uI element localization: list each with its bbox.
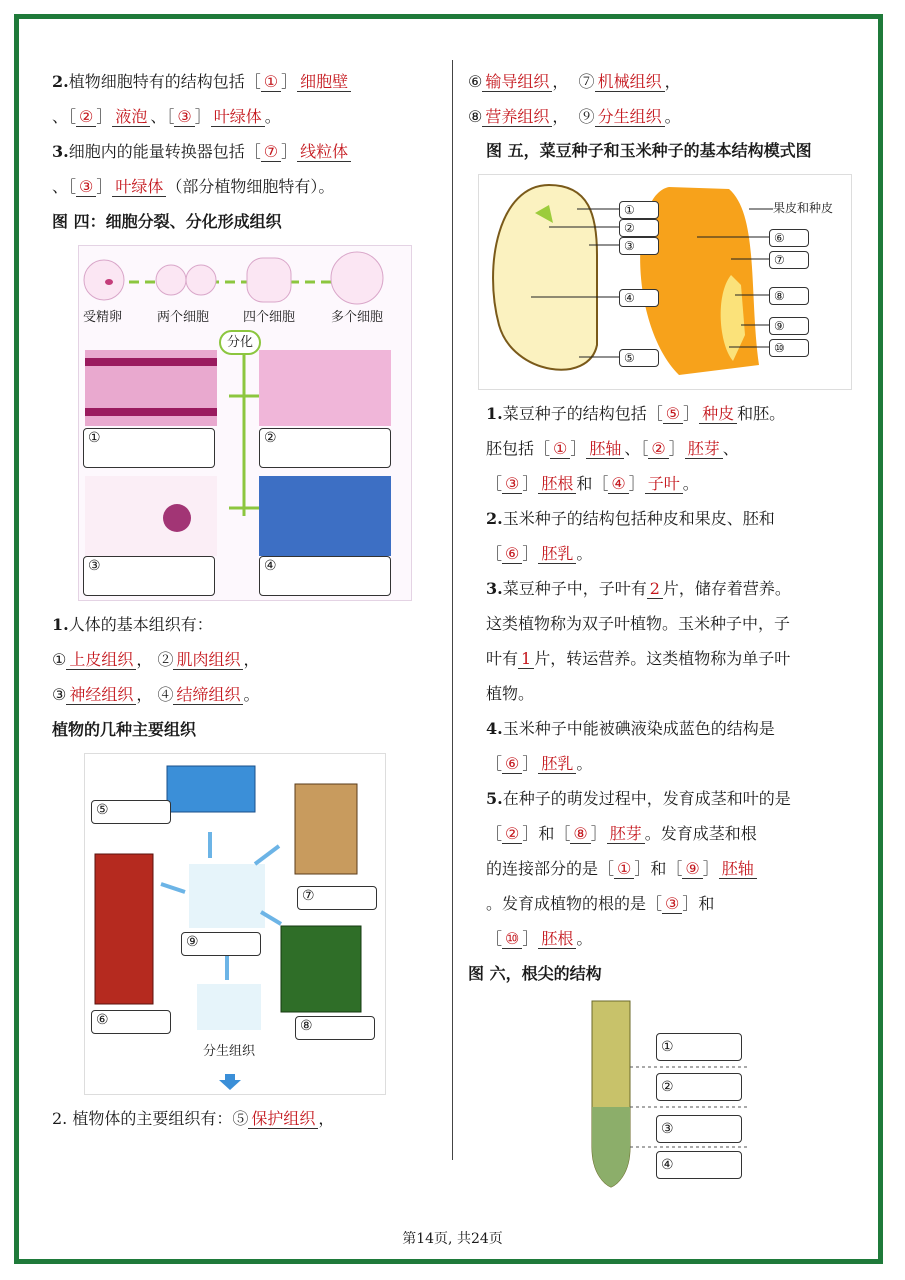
answer-blank: ⑨ (682, 859, 702, 879)
answer-blank: ③ (502, 474, 522, 494)
figure4-title: 图 四：细胞分裂、分化形成组织 (52, 212, 282, 231)
answer-blank: 上皮组织 (66, 650, 136, 670)
figure5-title: 图 五，菜豆种子和玉米种子的基本结构模式图 (486, 141, 812, 160)
q-number: 4. (486, 719, 503, 738)
seed-label-9: ⑨ (769, 317, 809, 335)
root-label-2: ② (656, 1073, 742, 1101)
answer-blank: 胚根 (538, 474, 576, 494)
answer-blank: 保护组织 (248, 1109, 318, 1129)
item-number: ② (157, 650, 174, 669)
label-zygote: 受精卵 (83, 310, 123, 325)
label-four-cells: 四个细胞 (243, 310, 296, 325)
left-q2b-line: 2. 植物体的主要组织有：⑤ 保护组织 ， (52, 1109, 335, 1128)
q-text: 玉米种子中能被碘液染成蓝色的结构是 (502, 719, 775, 738)
left-q3-line1: 3.细胞内的能量转换器包括［ ⑦ ］ 线粒体 (52, 134, 437, 169)
answer-blank: ⑤ (663, 404, 683, 424)
answer-box-5: ⑤ (91, 800, 171, 824)
answer-blank: ③ (76, 177, 96, 197)
figure6 (572, 997, 748, 1189)
right-q4-line1 (468, 711, 860, 746)
q-text: 玉米种子的结构包括种皮和果皮、胚和 (502, 509, 775, 528)
item-number: ⑧ (468, 107, 483, 126)
answer-blank: 结缔组织 (173, 685, 243, 705)
answer-blank: 神经组织 (66, 685, 136, 705)
right-q1-line3: ［ ③ ］ 胚根 和［ ④ ］ 子叶 。 (486, 474, 699, 493)
seed-label-2: ② (619, 219, 659, 237)
answer-blank: 肌肉组织 (173, 650, 243, 670)
right-q1-line2: 胚包括［ ① ］ 胚轴 、［ ② ］ 胚芽 、 (486, 439, 739, 458)
answer-blank: 营养组织 (482, 107, 552, 127)
item-number: ④ (157, 685, 174, 704)
right-q4-line2: ［ ⑥ ］ 胚乳 。 (486, 754, 593, 773)
q-number: 2. (486, 509, 503, 528)
seed-label-5: ⑤ (619, 349, 659, 367)
q-text: 叶有 (486, 649, 519, 668)
q-text: 人体的基本组织有： (68, 615, 213, 634)
right-q1-line1: 1.菜豆种子的结构包括［ ⑤ ］ 种皮 和胚。 (486, 404, 786, 423)
answer-box-9: ⑨ (181, 932, 261, 956)
figure4-drawing (79, 246, 411, 600)
q-text: 菜豆种子的结构包括［ (502, 404, 663, 423)
right-q5-line2: ［ ② ］和［ ⑧ ］ 胚芽 。发育成茎和根 (486, 824, 757, 843)
figure4 (78, 245, 412, 601)
answer-blank: 2 (647, 579, 663, 599)
right-q5-line4: 。发育成植物的根的是［ ③ ］和 (486, 894, 715, 913)
answer-blank: 胚乳 (538, 754, 576, 774)
answer-blank: ④ (608, 474, 628, 494)
answer-blank: 胚轴 (719, 859, 757, 879)
q-text: 胚包括［ (486, 439, 551, 458)
answer-blank: ⑩ (502, 929, 522, 949)
q-text: 细胞内的能量转换器包括［ (68, 142, 261, 161)
answer-box-3: ③ (83, 556, 215, 596)
answer-blank: 机械组织 (595, 72, 665, 92)
seed-label-1: ① (619, 201, 659, 219)
answer-blank: ③ (174, 107, 194, 127)
answer-blank: 1 (518, 649, 534, 669)
root-label-4: ④ (656, 1151, 742, 1179)
item-number: ⑦ (578, 72, 595, 91)
right-q5-line1 (468, 781, 860, 816)
answer-blank: 叶绿体 (211, 107, 265, 127)
right-q5-line5: ［ ⑩ ］ 胚根 。 (486, 929, 593, 948)
plant-tissue-title: 植物的几种主要组织 (52, 720, 197, 739)
right-q3-line3 (468, 641, 860, 676)
right-q2-line1 (468, 501, 860, 536)
q-number: 3. (52, 142, 69, 161)
answer-box-6: ⑥ (91, 1010, 171, 1034)
q-text: 植物细胞特有的结构包括［ (68, 72, 261, 91)
answer-blank: 细胞壁 (297, 72, 351, 92)
label-many-cells: 多个细胞 (331, 310, 384, 325)
answer-box-2: ② (259, 428, 391, 468)
answer-blank: 胚乳 (538, 544, 576, 564)
answer-box-8: ⑧ (295, 1016, 375, 1040)
label-two-cells: 两个细胞 (157, 310, 210, 325)
page-footer: 第14页, 共24页 (402, 1231, 503, 1247)
q-text: 菜豆种子中，子叶有 (502, 579, 647, 598)
answer-blank: 液泡 (112, 107, 150, 127)
answer-box-7: ⑦ (297, 886, 377, 910)
column-divider (452, 60, 453, 1160)
answer-blank: 胚芽 (607, 824, 645, 844)
q-number: 1. (52, 615, 69, 634)
q-number: 3. (486, 579, 503, 598)
q-number: 1. (486, 404, 503, 423)
seed-label-7: ⑦ (769, 251, 809, 269)
left-q2-line2: 、［ ② ］ 液泡 、［ ③ ］ 叶绿体 。 (52, 107, 281, 126)
answer-box-1: ① (83, 428, 215, 468)
q-text: 片，转运营养。这类植物称为单子叶 (534, 649, 791, 668)
item-number: ⑥ (468, 72, 483, 91)
q-number: 2. (52, 72, 69, 91)
right-q2-line2: ［ ⑥ ］ 胚乳 。 (486, 544, 593, 563)
answer-blank: 胚芽 (685, 439, 723, 459)
q-text: 植物体的主要组织有：⑤ (67, 1109, 249, 1128)
q-text: 的连接部分的是［ (486, 859, 615, 878)
label-pericarp-seedcoat: 果皮和种皮 (773, 201, 834, 215)
q-text: 在种子的萌发过程中，发育成茎和叶的是 (502, 789, 791, 808)
right-column (468, 64, 860, 1195)
left-column (52, 64, 437, 1136)
answer-blank: 胚轴 (586, 439, 624, 459)
right-q3-line2: 这类植物称为双子叶植物。玉米种子中，子 (486, 614, 791, 633)
answer-blank: 胚根 (538, 929, 576, 949)
answer-blank: 分生组织 (595, 107, 665, 127)
right-q3-line1 (468, 571, 860, 606)
left-q2-line1: 2.植物细胞特有的结构包括［ ① ］ 细胞壁 (52, 64, 437, 99)
figure6-title: 图 六，根尖的结构 (468, 964, 602, 983)
answer-blank: ② (648, 439, 668, 459)
q-text: 。发育成茎和根 (644, 824, 757, 843)
right-cont-line2: ⑧ 营养组织 ， ⑨ 分生组织 。 (468, 107, 681, 126)
q-text: （部分植物细胞特有）。 (166, 177, 335, 196)
q-text: 和胚。 (737, 404, 786, 423)
answer-blank: ⑦ (261, 142, 281, 162)
answer-blank: ① (550, 439, 570, 459)
item-number: ③ (52, 685, 67, 704)
answer-blank: 种皮 (699, 404, 737, 424)
answer-blank: 线粒体 (297, 142, 351, 162)
answer-blank: ⑧ (570, 824, 590, 844)
answer-blank: ⑥ (502, 544, 522, 564)
seed-label-4: ④ (619, 289, 659, 307)
q-number: 2. (52, 1109, 68, 1128)
answer-blank: ① (261, 72, 281, 92)
item-number: ① (52, 650, 67, 669)
answer-blank: ② (76, 107, 96, 127)
right-q5-line3: 的连接部分的是［ ① ］和［ ⑨ ］ 胚轴 (468, 851, 860, 886)
figure5 (478, 174, 852, 390)
root-label-1: ① (656, 1033, 742, 1061)
answer-blank: ② (502, 824, 522, 844)
left-q3-line2: 、［ ③ ］ 叶绿体 （部分植物细胞特有）。 (52, 177, 335, 196)
right-cont-line1: ⑥ 输导组织 ， ⑦ 机械组织 ， (468, 72, 681, 91)
answer-box-4: ④ (259, 556, 391, 596)
root-label-3: ③ (656, 1115, 742, 1143)
seed-label-6: ⑥ (769, 229, 809, 247)
seed-label-10: ⑩ (769, 339, 809, 357)
left-q1-line1 (52, 607, 437, 642)
plant-tissue-figure (84, 753, 386, 1095)
q-number: 5. (486, 789, 503, 808)
answer-blank: ① (614, 859, 634, 879)
seed-label-8: ⑧ (769, 287, 809, 305)
answer-blank: ⑥ (502, 754, 522, 774)
seed-label-3: ③ (619, 237, 659, 255)
q-text: 。发育成植物的根的是［ (486, 894, 663, 913)
label-meristem: 分生组织 (203, 1044, 256, 1059)
answer-blank: 子叶 (645, 474, 683, 494)
label-differentiation: 分化 (219, 330, 261, 355)
answer-blank: 叶绿体 (112, 177, 166, 197)
item-number: ⑨ (578, 107, 595, 126)
answer-blank: 输导组织 (482, 72, 552, 92)
answer-blank: ③ (662, 894, 682, 914)
left-q1-line3: ③ 神经组织 ， ④ 结缔组织 。 (52, 685, 260, 704)
right-q3-line4: 植物。 (486, 684, 535, 703)
left-q1-line2: ① 上皮组织 ， ② 肌肉组织 ， (52, 650, 260, 669)
q-text: 片，储存着营养。 (662, 579, 791, 598)
